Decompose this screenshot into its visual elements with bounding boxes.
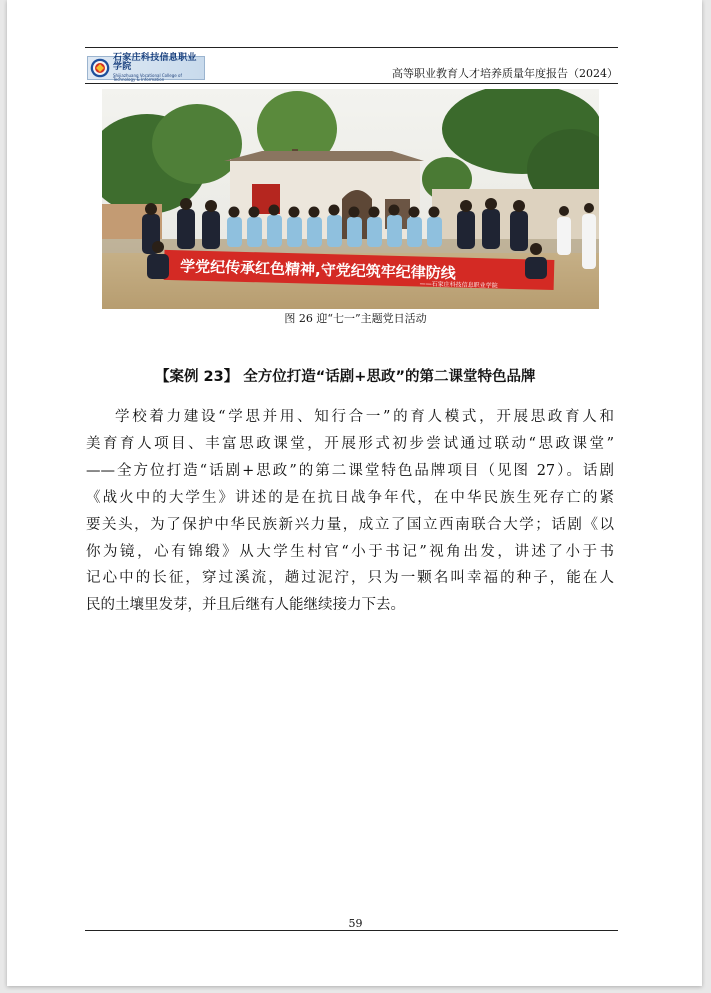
body-line: 民的土壤里发芽，并且后继有人能继续接力下去。 bbox=[86, 597, 405, 614]
logo-english-name: Shijiazhuang Vocational College of Technology & Information bbox=[113, 73, 182, 82]
body-line: 你为镜，心有锦缎》从大学生村官“小于书记”视角出发，讲述了小于书 bbox=[86, 543, 614, 560]
page-number: 59 bbox=[348, 917, 363, 930]
group-photo bbox=[102, 89, 599, 309]
school-logo bbox=[87, 53, 205, 82]
body-line: 要关头，为了保护中华民族新兴力量，成立了国立西南联合大学；话剧《以 bbox=[86, 516, 614, 533]
case-body bbox=[86, 404, 614, 619]
school-emblem-icon bbox=[90, 58, 110, 78]
figure-caption: 图 26 迎“七一”主题党日活动 bbox=[284, 312, 427, 325]
logo-school-name: 石家庄科技信息职业学院 bbox=[113, 53, 197, 72]
case-heading: 【案例 23】 全方位打造“话剧+思政”的第二课堂特色品牌 bbox=[155, 369, 536, 385]
header-top-rule bbox=[85, 47, 618, 48]
body-line: ——全方位打造“话剧+思政”的第二课堂特色品牌项目（见图 27）。话剧 bbox=[86, 462, 614, 479]
header-bottom-rule bbox=[85, 83, 618, 84]
body-line: 学校着力建设“学思并用、知行合一”的育人模式，开展思政育人和 bbox=[115, 409, 614, 425]
banner-school-name: ——石家庄科技信息职业学院 bbox=[419, 280, 498, 290]
body-line: 记心中的长征，穿过溪流，趟过泥泞，只为一颗名叫幸福的种子，能在人 bbox=[86, 570, 614, 587]
banner-slogan: 学党纪传承红色精神,守党纪筑牢纪律防线 bbox=[179, 257, 456, 283]
report-title: 高等职业教育人才培养质量年度报告（2024） bbox=[392, 67, 618, 80]
body-line: 美育育人项目、丰富思政课堂，开展形式初步尝试通过联动“思政课堂” bbox=[86, 435, 614, 452]
footer-rule bbox=[85, 930, 618, 931]
body-line: 《战火中的大学生》讲述的是在抗日战争年代，在中华民族生死存亡的紧 bbox=[86, 489, 614, 506]
